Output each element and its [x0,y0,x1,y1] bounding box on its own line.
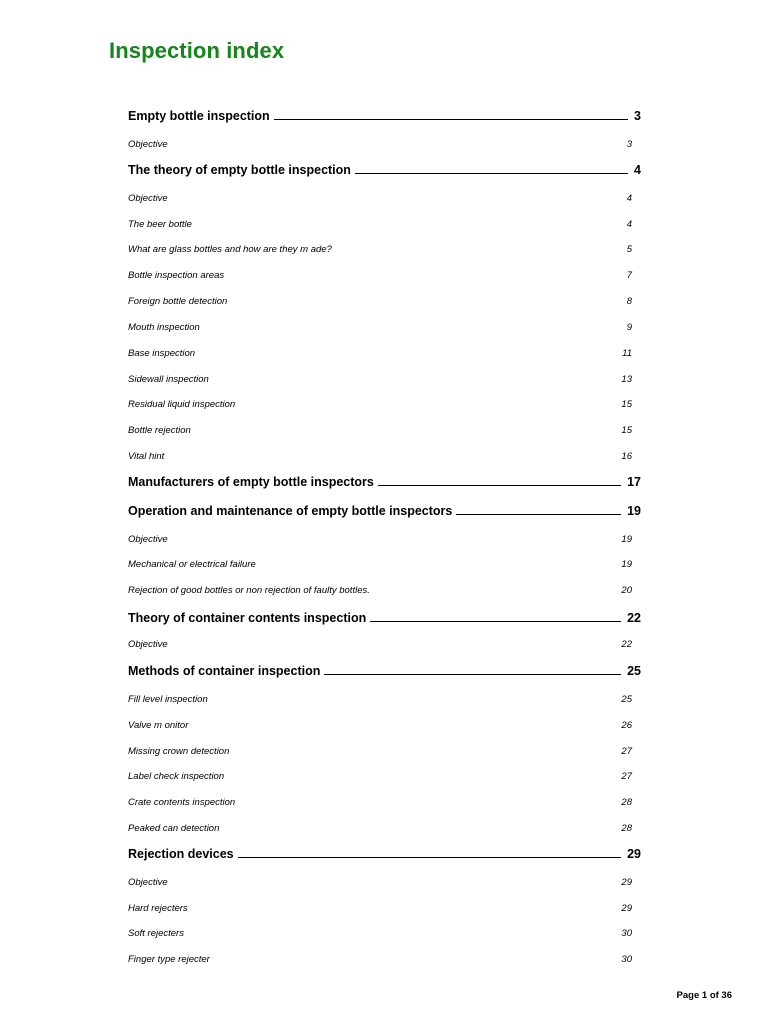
toc-subentry[interactable] [128,559,632,570]
toc-subentry[interactable] [128,954,632,965]
toc-page-number: 27 [621,771,632,782]
toc-page-number: 29 [627,847,641,861]
toc-subentry[interactable] [128,877,632,888]
toc-entry-title: The beer bottle [128,219,192,230]
toc-entry-title: Empty bottle inspection [128,109,270,123]
toc-entry-title: What are glass bottles and how are they m ade? [128,244,332,255]
toc-subentry[interactable] [128,928,632,939]
toc-entry-title: Foreign bottle detection [128,296,228,307]
toc-entry-title: Base inspection [128,348,196,359]
toc-page-number: 30 [621,928,632,939]
toc-entry[interactable] [128,163,641,177]
toc-page-number: 19 [621,534,632,545]
toc-page-number: 5 [626,244,632,255]
toc-subentry[interactable] [128,451,632,462]
toc-page-number: 4 [626,219,632,230]
toc-subentry[interactable] [128,823,632,834]
toc-page-number: 19 [621,559,632,570]
toc-page-number: 17 [627,475,641,489]
toc-entry-title: Rejection devices [128,847,234,861]
toc-page-number: 28 [621,823,632,834]
toc-page-number: 4 [634,163,641,177]
toc-subentry[interactable] [128,244,632,255]
toc-leader-line [324,674,621,675]
toc-subentry[interactable] [128,296,632,307]
toc-subentry[interactable] [128,534,632,545]
toc-page-number: 26 [621,720,632,731]
toc-entry-title: Mechanical or electrical failure [128,559,256,570]
toc-page-number: 25 [627,664,641,678]
toc-entry-title: Methods of container inspection [128,664,321,678]
toc-page-number: 30 [621,954,632,965]
toc-entry[interactable] [128,664,641,678]
toc-page-number: 25 [621,694,632,705]
toc-subentry[interactable] [128,348,632,359]
toc-entry-title: Operation and maintenance of empty bottle inspectors [128,504,453,518]
toc-subentry[interactable] [128,425,632,436]
toc-page-number: 20 [621,585,632,596]
toc-entry-title: The theory of empty bottle inspection [128,163,351,177]
toc-entry-title: Theory of container contents inspection [128,611,367,625]
toc-subentry[interactable] [128,219,632,230]
toc-leader-line [355,173,628,174]
toc-page-number: 4 [626,193,632,204]
toc-entry-title: Objective [128,877,168,888]
toc-page-number: 13 [621,374,632,385]
toc-entry-title: Mouth inspection [128,322,200,333]
toc-entry-title: Missing crown detection [128,746,230,757]
page-title: Inspection index [109,38,285,63]
toc-entry[interactable] [128,109,641,123]
toc-entry-title: Fill level inspection [128,694,208,705]
toc-subentry[interactable] [128,720,632,731]
toc-subentry[interactable] [128,639,632,650]
toc-page-number: 15 [621,425,632,436]
toc-leader-line [370,621,621,622]
toc-subentry[interactable] [128,139,632,150]
toc-entry[interactable] [128,847,641,861]
toc-entry-title: Objective [128,639,168,650]
toc-entry-title: Hard rejecters [128,903,188,914]
toc-entry-title: Peaked can detection [128,823,220,834]
toc-page-number: 9 [626,322,632,333]
toc-entry-title: Objective [128,534,168,545]
toc-leader-line [378,485,621,486]
toc-subentry[interactable] [128,903,632,914]
toc-entry-title: Sidewall inspection [128,374,209,385]
toc-entry-title: Objective [128,193,168,204]
toc-page-number: 3 [634,109,641,123]
toc-entry-title: Bottle rejection [128,425,191,436]
toc-page-number: 11 [622,348,632,359]
toc-entry-title: Manufacturers of empty bottle inspectors [128,475,374,489]
toc-leader-line [238,857,621,858]
toc-entry-title: Objective [128,139,168,150]
toc-leader-line [274,119,628,120]
toc-entry-title: Vital hint [128,451,165,462]
toc-page-number: 29 [621,903,632,914]
toc-page-number: 8 [626,296,632,307]
toc-page-number: 27 [621,746,632,757]
toc-entry-title: Soft rejecters [128,928,184,939]
toc-page-number: 29 [621,877,632,888]
toc-subentry[interactable] [128,193,632,204]
toc-entry-title: Finger type rejecter [128,954,210,965]
page-number: Page 1 of 36 [676,990,732,1001]
toc-entry-title: Rejection of good bottles or non rejection of faulty bottles. [128,585,370,596]
toc-entry-title: Valve m onitor [128,720,189,731]
toc-entry[interactable] [128,611,641,625]
toc-subentry[interactable] [128,694,632,705]
toc-subentry[interactable] [128,322,632,333]
toc-entry-title: Bottle inspection areas [128,270,225,281]
toc-subentry[interactable] [128,399,632,410]
toc-entry[interactable] [128,475,641,489]
toc-subentry[interactable] [128,746,632,757]
toc-page-number: 22 [627,611,641,625]
toc-entry-title: Crate contents inspection [128,797,236,808]
toc-subentry[interactable] [128,270,632,281]
toc-entry[interactable] [128,504,641,518]
toc-subentry[interactable] [128,374,632,385]
toc-entry-title: Residual liquid inspection [128,399,236,410]
toc-entry-title: Label check inspection [128,771,225,782]
toc-subentry[interactable] [128,585,632,596]
toc-page-number: 22 [621,639,632,650]
toc-page-number: 19 [627,504,641,518]
toc-page-number: 16 [621,451,632,462]
toc-leader-line [456,514,621,515]
toc-page-number: 28 [621,797,632,808]
toc-page-number: 3 [626,139,632,150]
toc-subentry[interactable] [128,771,632,782]
toc-page-number: 15 [621,399,632,410]
toc-page-number: 7 [626,270,632,281]
toc-subentry[interactable] [128,797,632,808]
